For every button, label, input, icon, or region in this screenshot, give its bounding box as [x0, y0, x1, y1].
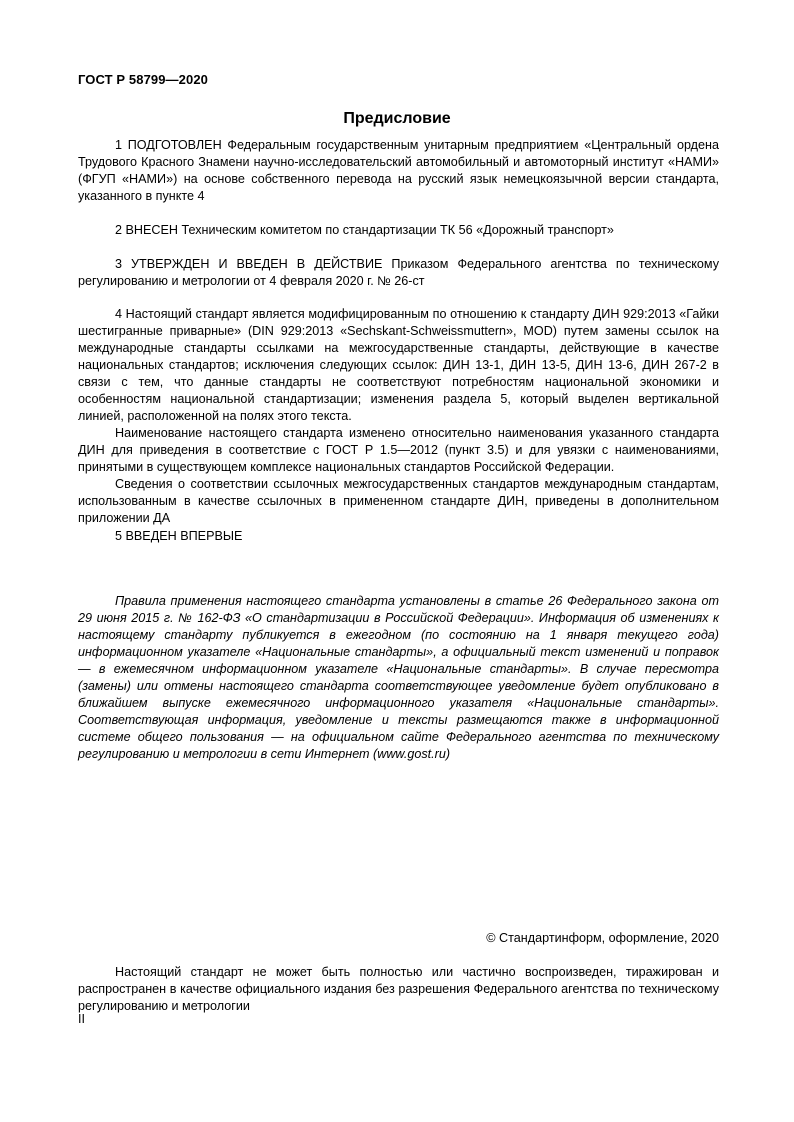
copyright: © Стандартинформ, оформление, 2020	[486, 931, 719, 945]
page-title: Предисловие	[343, 110, 451, 127]
page-number: II	[78, 1012, 85, 1026]
paragraph-4c-text: Сведения о соответствии ссылочных межгосударственных стандартов международным стандартам, использованным в качестве ссылочных в примененном стандарте ДИН, приведены в дополнительном приложении ДА	[78, 477, 719, 525]
paragraph-4	[78, 306, 719, 527]
paragraph-3-text: 3 УТВЕРЖДЕН И ВВЕДЕН В ДЕЙСТВИЕ Приказом Федерального агентства по техническому регулированию и метрологии от 4 февраля 2020 г. № 26-ст	[78, 257, 719, 288]
paragraph-2-text: 2 ВНЕСЕН Техническим комитетом по стандартизации ТК 56 «Дорожный транспорт»	[115, 223, 614, 237]
paragraph-1	[78, 137, 719, 205]
legal-notice	[78, 964, 719, 1015]
paragraph-5-text: 5 ВВЕДЕН ВПЕРВЫЕ	[115, 529, 243, 543]
paragraph-3	[78, 256, 719, 290]
paragraph-4a-text: 4 Настоящий стандарт является модифицированным по отношению к стандарту ДИН 929:2013 «Гайки шестигранные приварные» (DIN 929:2013 «Sechskant-Schweissmuttern», MOD) путем замены ссылок на международные стандарты ссылками на межгосударственные стандарты, действующие в качестве национальных стандартов; исключения следующих ссылок: ДИН 13-1, ДИН 13-5, ДИН 13-6, ДИН 267-2 в связи с тем, что данные стандарты не соответствуют потребностям национальной экономики и особенностям национальной стандартизации; изменения раздела 5, который выделен вертикальной линией, расположенной на полях этого текста.	[78, 307, 719, 423]
document-id: ГОСТ Р 58799—2020	[78, 72, 208, 87]
paragraph-4b-text: Наименование настоящего стандарта изменено относительно наименования указанного стандарта ДИН для приведения в соответствие с ГОСТ Р 1.5—2012 (пункт 3.5) и для увязки с наименованиями, принятыми в существующем комплексе национальных стандартов Российской Федерации.	[78, 426, 719, 474]
usage-notice	[78, 593, 719, 763]
paragraph-1-text: 1 ПОДГОТОВЛЕН Федеральным государственным унитарным предприятием «Центральный ордена Трудового Красного Знамени научно-исследовательский автомобильный и автомоторный институт «НАМИ» (ФГУП «НАМИ») на основе собственного перевода на русский язык немецкоязычной версии стандарта, указанного в пункте 4	[78, 138, 719, 203]
legal-notice-text: Настоящий стандарт не может быть полностью или частично воспроизведен, тиражирован и распространен в качестве официального издания без разрешения Федерального агентства по техническому регулированию и метрологии	[78, 965, 719, 1013]
paragraph-2	[78, 222, 719, 239]
paragraph-5	[78, 528, 719, 545]
usage-notice-text: Правила применения настоящего стандарта установлены в статье 26 Федерального закона от 29 июня 2015 г. № 162-ФЗ «О стандартизации в Российской Федерации». Информация об изменениях к настоящему стандарту публикуется в ежегодном (по состоянию на 1 января текущего года) информационном указателе «Национальные стандарты», а официальный текст изменений и поправок — в ежемесячном информационном указателе «Национальные стандарты». В случае пересмотра (замены) или отмены настоящего стандарта соответствующее уведомление будет опубликовано в ближайшем выпуске ежемесячного информационного указателя «Национальные стандарты». Соответствующая информация, уведомление и тексты размещаются также в информационной системе общего пользования — на официальном сайте Федерального агентства по техническому регулированию и метрологии в сети Интернет (www.gost.ru)	[78, 594, 719, 761]
